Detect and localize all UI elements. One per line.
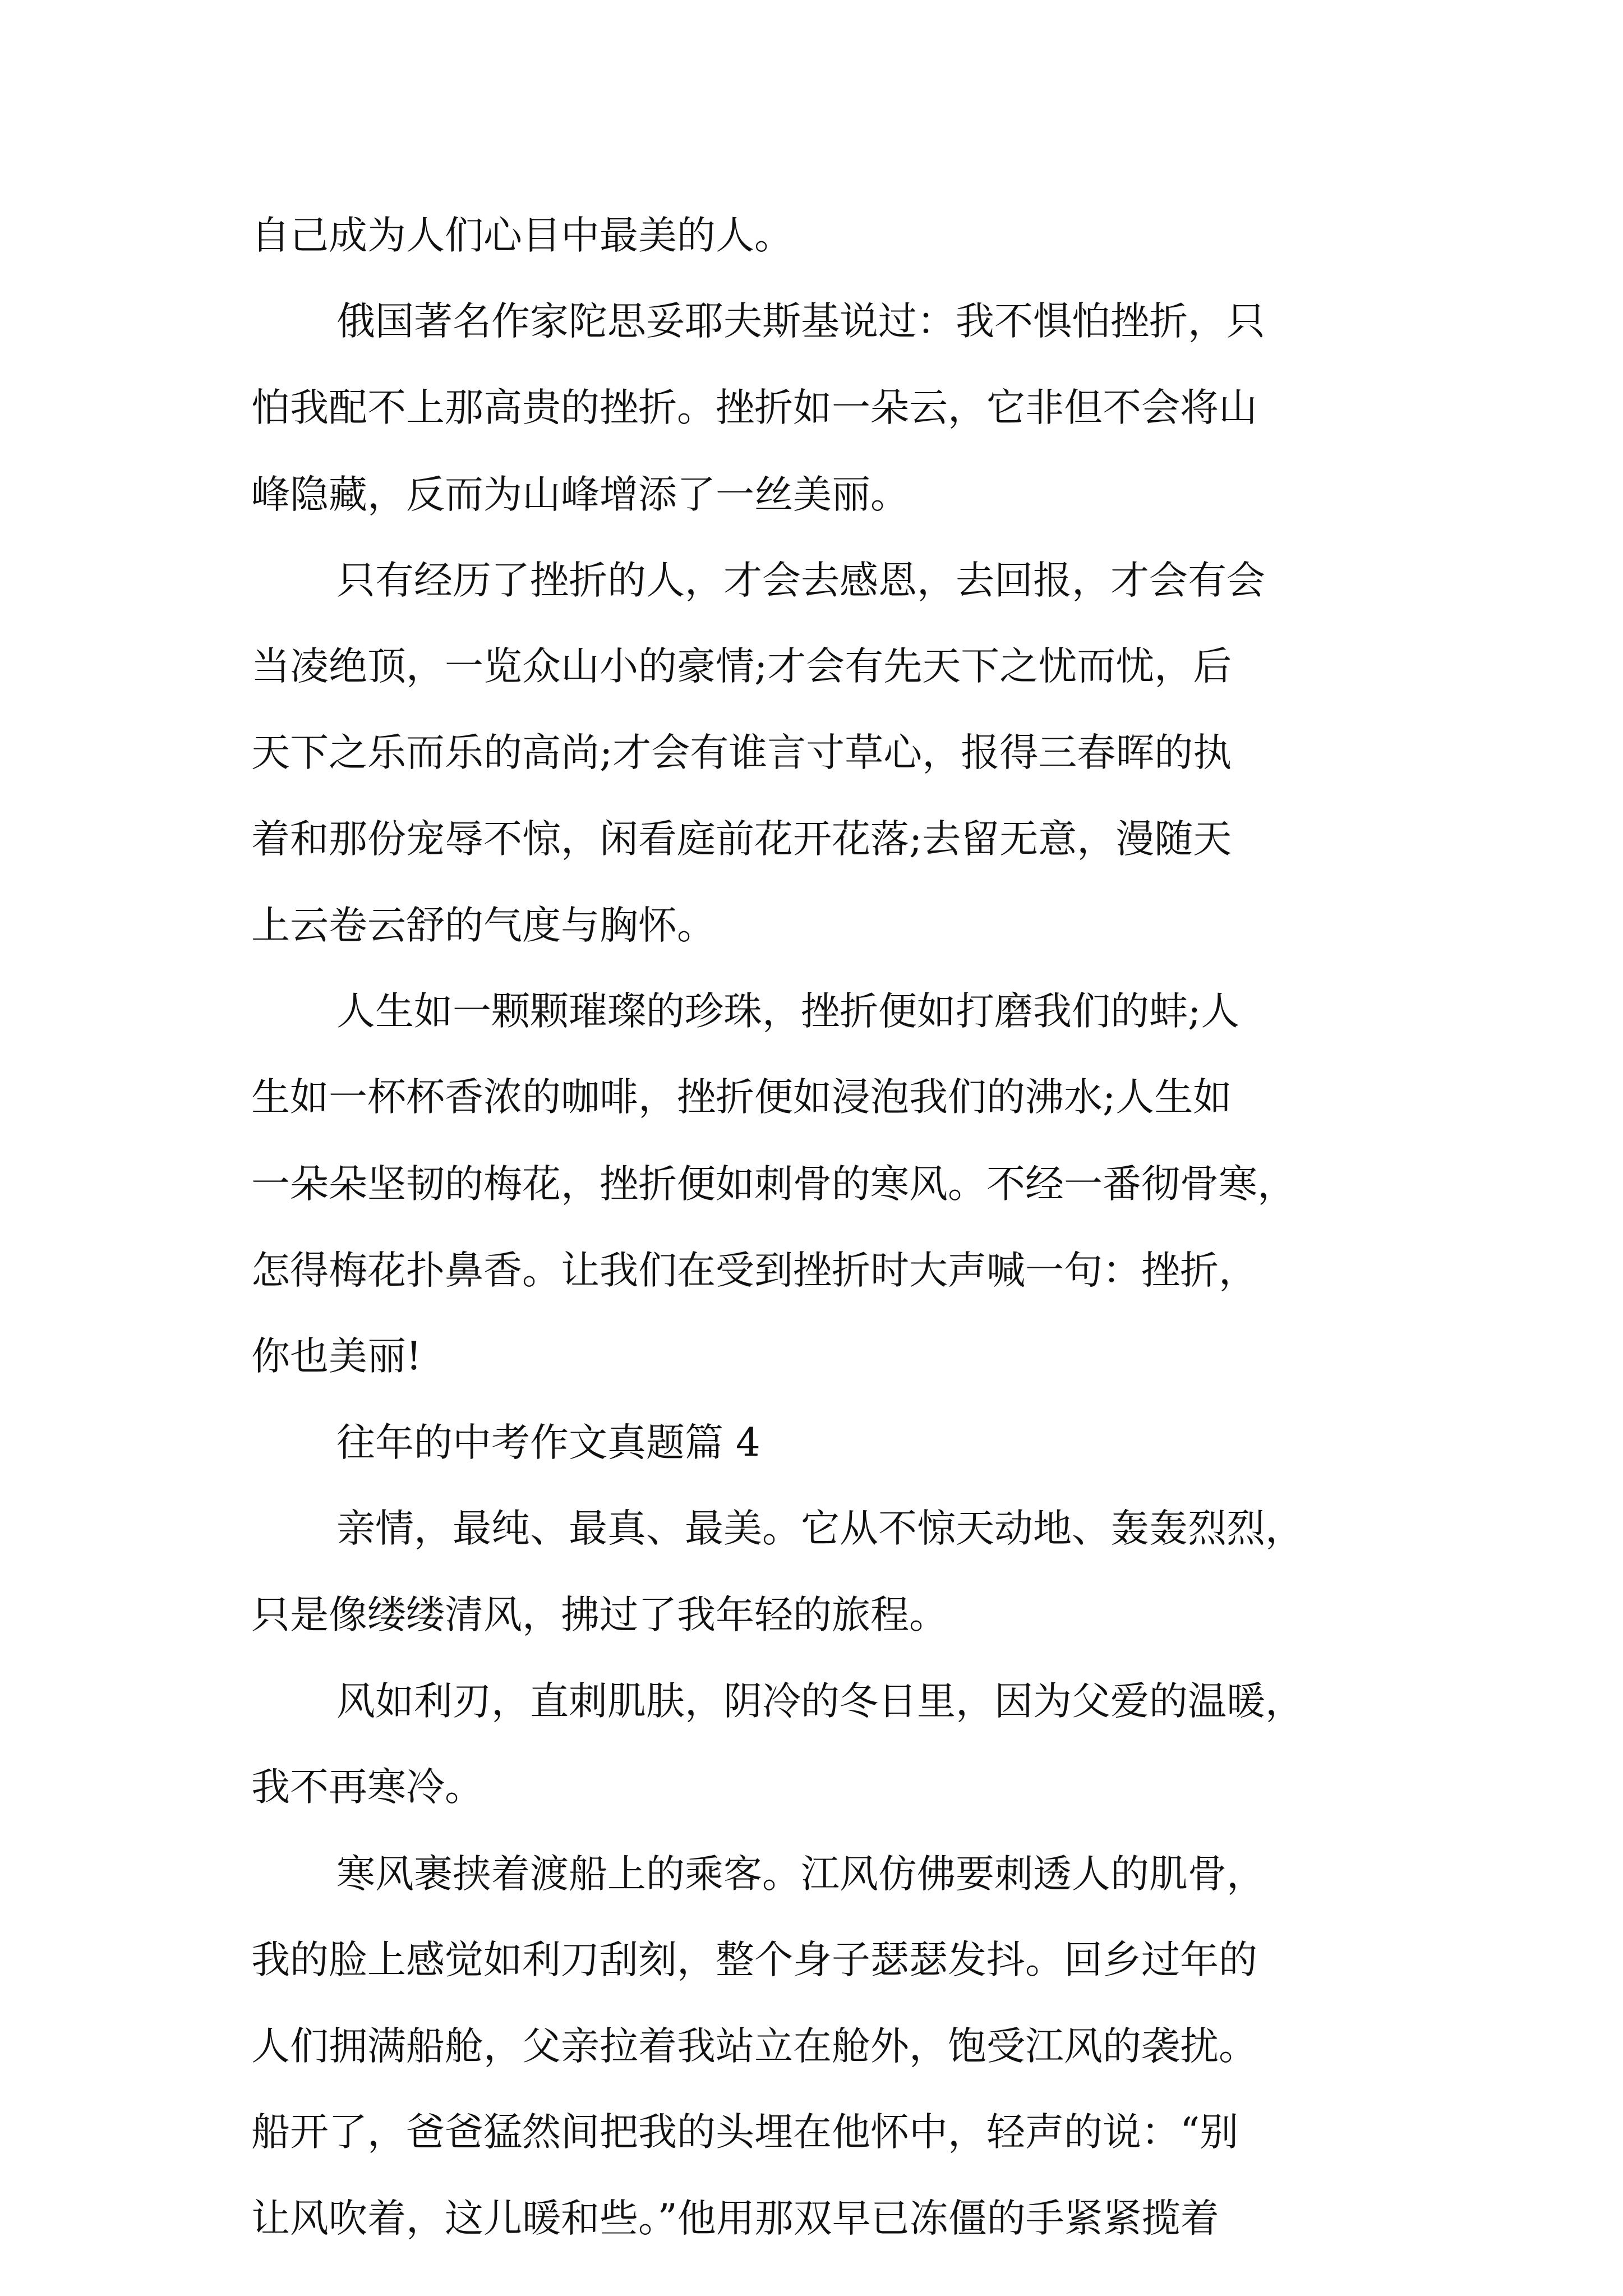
- text-line: 天下之乐而乐的高尚;才会有谁言寸草心，报得三春晖的执: [251, 730, 1232, 775]
- text-line: 当凌绝顶，一览众山小的豪情;才会有先天下之忧而忧，后: [251, 644, 1232, 689]
- text-line: 让风吹着，这儿暖和些。”他用那双早已冻僵的手紧紧揽着: [251, 2196, 1219, 2241]
- text-line: 怕我配不上那高贵的挫折。挫折如一朵云，它非但不会将山: [251, 385, 1257, 430]
- text-line: 只有经历了挫折的人，才会去感恩，去回报，才会有会: [336, 558, 1265, 603]
- section-heading: 往年的中考作文真题篇 4: [336, 1420, 760, 1465]
- text-line: 怎得梅花扑鼻香。让我们在受到挫折时大声喊一句：挫折，: [251, 1248, 1257, 1293]
- text-line: 我的脸上感觉如利刀刮刻，整个身子瑟瑟发抖。回乡过年的: [251, 1938, 1257, 1982]
- text-line: 俄国著名作家陀思妥耶夫斯基说过：我不惧怕挫折，只: [336, 299, 1265, 344]
- text-line: 只是像缕缕清风，拂过了我年轻的旅程。: [251, 1593, 948, 1637]
- text-line: 人们拥满船舱，父亲拉着我站立在舱外，饱受江风的袭扰。: [251, 2024, 1257, 2069]
- text-line: 亲情，最纯、最真、最美。它从不惊天动地、轰轰烈烈，: [336, 1506, 1304, 1551]
- text-line: 上云卷云舒的气度与胸怀。: [251, 903, 716, 948]
- text-line: 峰隐藏，反而为山峰增添了一丝美丽。: [251, 472, 909, 517]
- text-line: 你也美丽!: [251, 1334, 422, 1379]
- text-line: 人生如一颗颗璀璨的珍珠，挫折便如打磨我们的蚌;人: [336, 989, 1240, 1034]
- text-line: 生如一杯杯香浓的咖啡，挫折便如浸泡我们的沸水;人生如: [251, 1075, 1232, 1120]
- text-line: 一朵朵坚韧的梅花，挫折便如刺骨的寒风。不经一番彻骨寒，: [251, 1162, 1296, 1207]
- text-line: 我不再寒冷。: [251, 1765, 483, 1810]
- text-line: 船开了，爸爸猛然间把我的头埋在他怀中，轻声的说：“别: [251, 2110, 1239, 2155]
- text-line: 寒风裹挟着渡船上的乘客。江风仿佛要刺透人的肌骨，: [336, 1852, 1265, 1897]
- text-line: 自己成为人们心目中最美的人。: [251, 213, 793, 258]
- text-line: 着和那份宠辱不惊，闲看庭前花开花落;去留无意，漫随天: [251, 817, 1232, 862]
- text-line: 风如利刃，直刺肌肤，阴冷的冬日里，因为父爱的温暖，: [336, 1679, 1304, 1724]
